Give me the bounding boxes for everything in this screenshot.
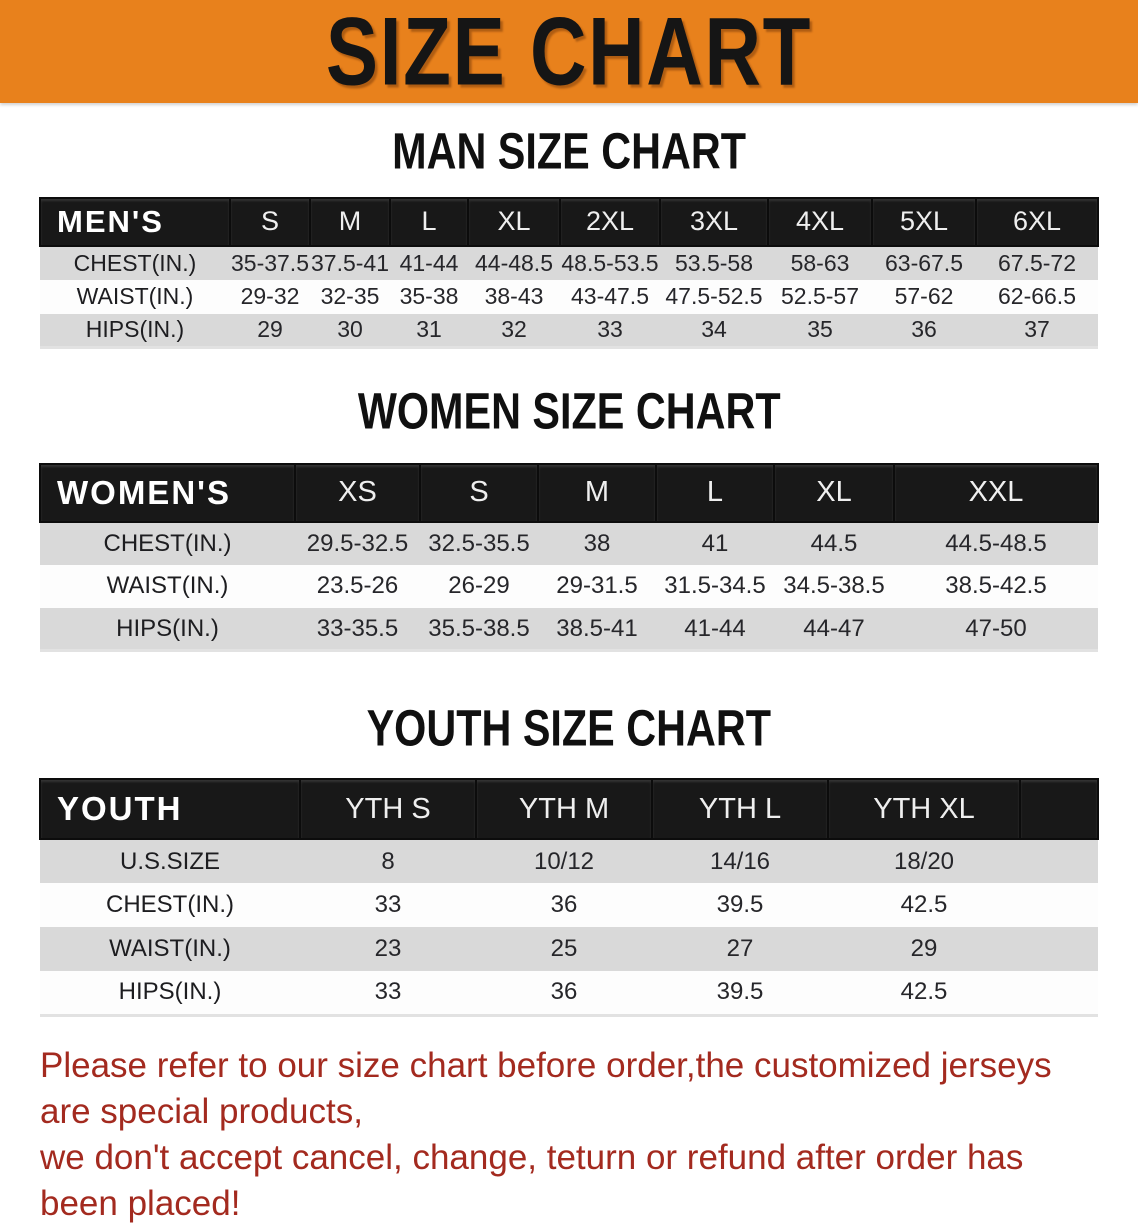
youth-header-row [40, 779, 1098, 839]
size-value-cell: 39.5 [716, 978, 764, 1006]
size-value-cell: 44-48.5 [474, 249, 553, 276]
size-value-cell: 35 [807, 316, 833, 343]
spacer-cell [1020, 927, 1098, 971]
size-value-cell: 63-67.5 [884, 249, 963, 276]
row-label: HIPS(IN.) [116, 614, 219, 642]
youth-size-table [39, 778, 1099, 1017]
spacer-cell [1020, 971, 1098, 1015]
section-heading-women [0, 382, 1138, 440]
disclaimer-line-1: Please refer to our size chart before order,the customized jerseys are special products, [40, 1045, 1052, 1131]
men-col-5xl: 5XL [872, 198, 976, 246]
size-value-cell: 25 [550, 935, 578, 963]
size-value-cell: 37 [1024, 316, 1050, 343]
size-value-cell: 18/20 [893, 847, 955, 875]
size-value-cell: 57-62 [894, 283, 954, 310]
youth-ussize-row [40, 839, 1098, 883]
size-value-cell: 32 [501, 316, 527, 343]
men-hips-row [40, 314, 1098, 348]
youth-hips-row [40, 971, 1098, 1015]
women-col-s: S [420, 464, 538, 522]
size-value-cell: 23 [374, 935, 402, 963]
size-value-cell: 44.5 [810, 529, 858, 557]
size-value-cell: 48.5-53.5 [561, 249, 659, 276]
size-value-cell: 29-31.5 [556, 572, 638, 600]
women-group-label: WOMEN'S [40, 464, 295, 522]
men-group-label: MEN'S [40, 198, 230, 246]
row-label: WAIST(IN.) [109, 935, 231, 963]
size-value-cell: 32.5-35.5 [428, 529, 530, 557]
size-value-cell: 8 [381, 847, 395, 875]
size-value-cell: 41-44 [399, 249, 459, 276]
size-value-cell: 30 [337, 316, 363, 343]
women-waist-row [40, 565, 1098, 608]
row-label: WAIST(IN.) [76, 283, 194, 310]
size-value-cell: 41 [701, 529, 729, 557]
women-chest-row [40, 522, 1098, 565]
section-heading-man-text: MAN SIZE CHART [392, 121, 746, 180]
size-value-cell: 34.5-38.5 [783, 572, 885, 600]
women-col-m: M [538, 464, 656, 522]
size-value-cell: 43-47.5 [570, 283, 649, 310]
size-value-cell: 35-38 [399, 283, 459, 310]
men-waist-row [40, 280, 1098, 314]
men-col-s: S [230, 198, 310, 246]
women-col-xxl: XXL [894, 464, 1098, 522]
youth-col-m: YTH M [476, 779, 652, 839]
size-value-cell: 32-35 [320, 283, 380, 310]
section-heading-youth [0, 699, 1138, 757]
women-col-xl: XL [774, 464, 894, 522]
size-value-cell: 52.5-57 [780, 283, 859, 310]
row-label: CHEST(IN.) [106, 891, 234, 919]
women-size-table [39, 463, 1099, 653]
size-value-cell: 10/12 [533, 847, 595, 875]
spacer-cell [1020, 883, 1098, 927]
youth-col-xl: YTH XL [828, 779, 1020, 839]
men-chest-row [40, 246, 1098, 280]
section-heading-women-text: WOMEN SIZE CHART [357, 382, 781, 440]
youth-col-l: YTH L [652, 779, 828, 839]
size-value-cell: 33 [374, 891, 402, 919]
size-value-cell: 14/16 [709, 847, 771, 875]
spacer-cell [1020, 839, 1098, 883]
size-value-cell: 26-29 [448, 572, 510, 600]
banner [0, 0, 1138, 106]
size-value-cell: 36 [911, 316, 937, 343]
size-value-cell: 62-66.5 [997, 283, 1076, 310]
size-value-cell: 41-44 [684, 614, 746, 642]
disclaimer-line-2: we don't accept cancel, change, teturn or refund after order has been placed! [40, 1137, 1024, 1224]
section-heading-man [0, 121, 1138, 180]
men-col-l: L [390, 198, 468, 246]
size-value-cell: 39.5 [716, 891, 764, 919]
men-col-2xl: 2XL [560, 198, 660, 246]
size-value-cell: 38.5-41 [556, 614, 638, 642]
size-value-cell: 35-37.5 [230, 249, 309, 276]
youth-chest-row [40, 883, 1098, 927]
size-value-cell: 44-47 [803, 614, 865, 642]
men-size-table [39, 197, 1099, 350]
row-label: HIPS(IN.) [118, 978, 222, 1006]
size-value-cell: 31 [416, 316, 442, 343]
size-value-cell: 47.5-52.5 [665, 283, 763, 310]
women-header-row [40, 464, 1098, 522]
youth-waist-row [40, 927, 1098, 971]
youth-group-label: YOUTH [40, 779, 300, 839]
row-label: HIPS(IN.) [85, 316, 185, 343]
size-value-cell: 42.5 [900, 891, 948, 919]
size-value-cell: 34 [701, 316, 727, 343]
size-value-cell: 38 [583, 529, 611, 557]
men-header-row [40, 198, 1098, 246]
size-value-cell: 53.5-58 [674, 249, 753, 276]
page-title: SIZE CHART [325, 0, 813, 106]
size-value-cell: 42.5 [900, 978, 948, 1006]
size-value-cell: 35.5-38.5 [428, 614, 530, 642]
size-value-cell: 29.5-32.5 [306, 529, 409, 557]
men-col-m: M [310, 198, 390, 246]
size-value-cell: 47-50 [965, 614, 1027, 642]
women-hips-row [40, 608, 1098, 651]
disclaimer-note [40, 1043, 1100, 1227]
size-value-cell: 33 [374, 978, 402, 1006]
size-value-cell: 58-63 [790, 249, 850, 276]
size-value-cell: 29 [910, 935, 938, 963]
size-value-cell: 36 [550, 978, 578, 1006]
size-value-cell: 37.5-41 [310, 249, 389, 276]
men-col-6xl: 6XL [976, 198, 1098, 246]
women-col-xs: XS [295, 464, 420, 522]
row-label: CHEST(IN.) [103, 529, 232, 557]
size-value-cell: 27 [726, 935, 754, 963]
size-value-cell: 33 [597, 316, 623, 343]
row-label: CHEST(IN.) [73, 249, 197, 276]
spacer-cell [1020, 779, 1098, 839]
row-label: WAIST(IN.) [106, 572, 229, 600]
women-col-l: L [656, 464, 774, 522]
youth-col-s: YTH S [300, 779, 476, 839]
size-value-cell: 29 [257, 316, 283, 343]
size-value-cell: 38-43 [484, 283, 544, 310]
size-value-cell: 29-32 [240, 283, 300, 310]
row-label: U.S.SIZE [119, 847, 221, 875]
size-value-cell: 23.5-26 [316, 572, 399, 600]
men-col-xl: XL [468, 198, 560, 246]
size-value-cell: 36 [550, 891, 578, 919]
size-value-cell: 44.5-48.5 [945, 529, 1047, 557]
size-value-cell: 31.5-34.5 [664, 572, 766, 600]
size-value-cell: 67.5-72 [997, 249, 1076, 276]
men-col-4xl: 4XL [768, 198, 872, 246]
size-value-cell: 38.5-42.5 [945, 572, 1047, 600]
men-col-3xl: 3XL [660, 198, 768, 246]
section-heading-youth-text: YOUTH SIZE CHART [366, 699, 772, 757]
size-value-cell: 33-35.5 [316, 614, 399, 642]
